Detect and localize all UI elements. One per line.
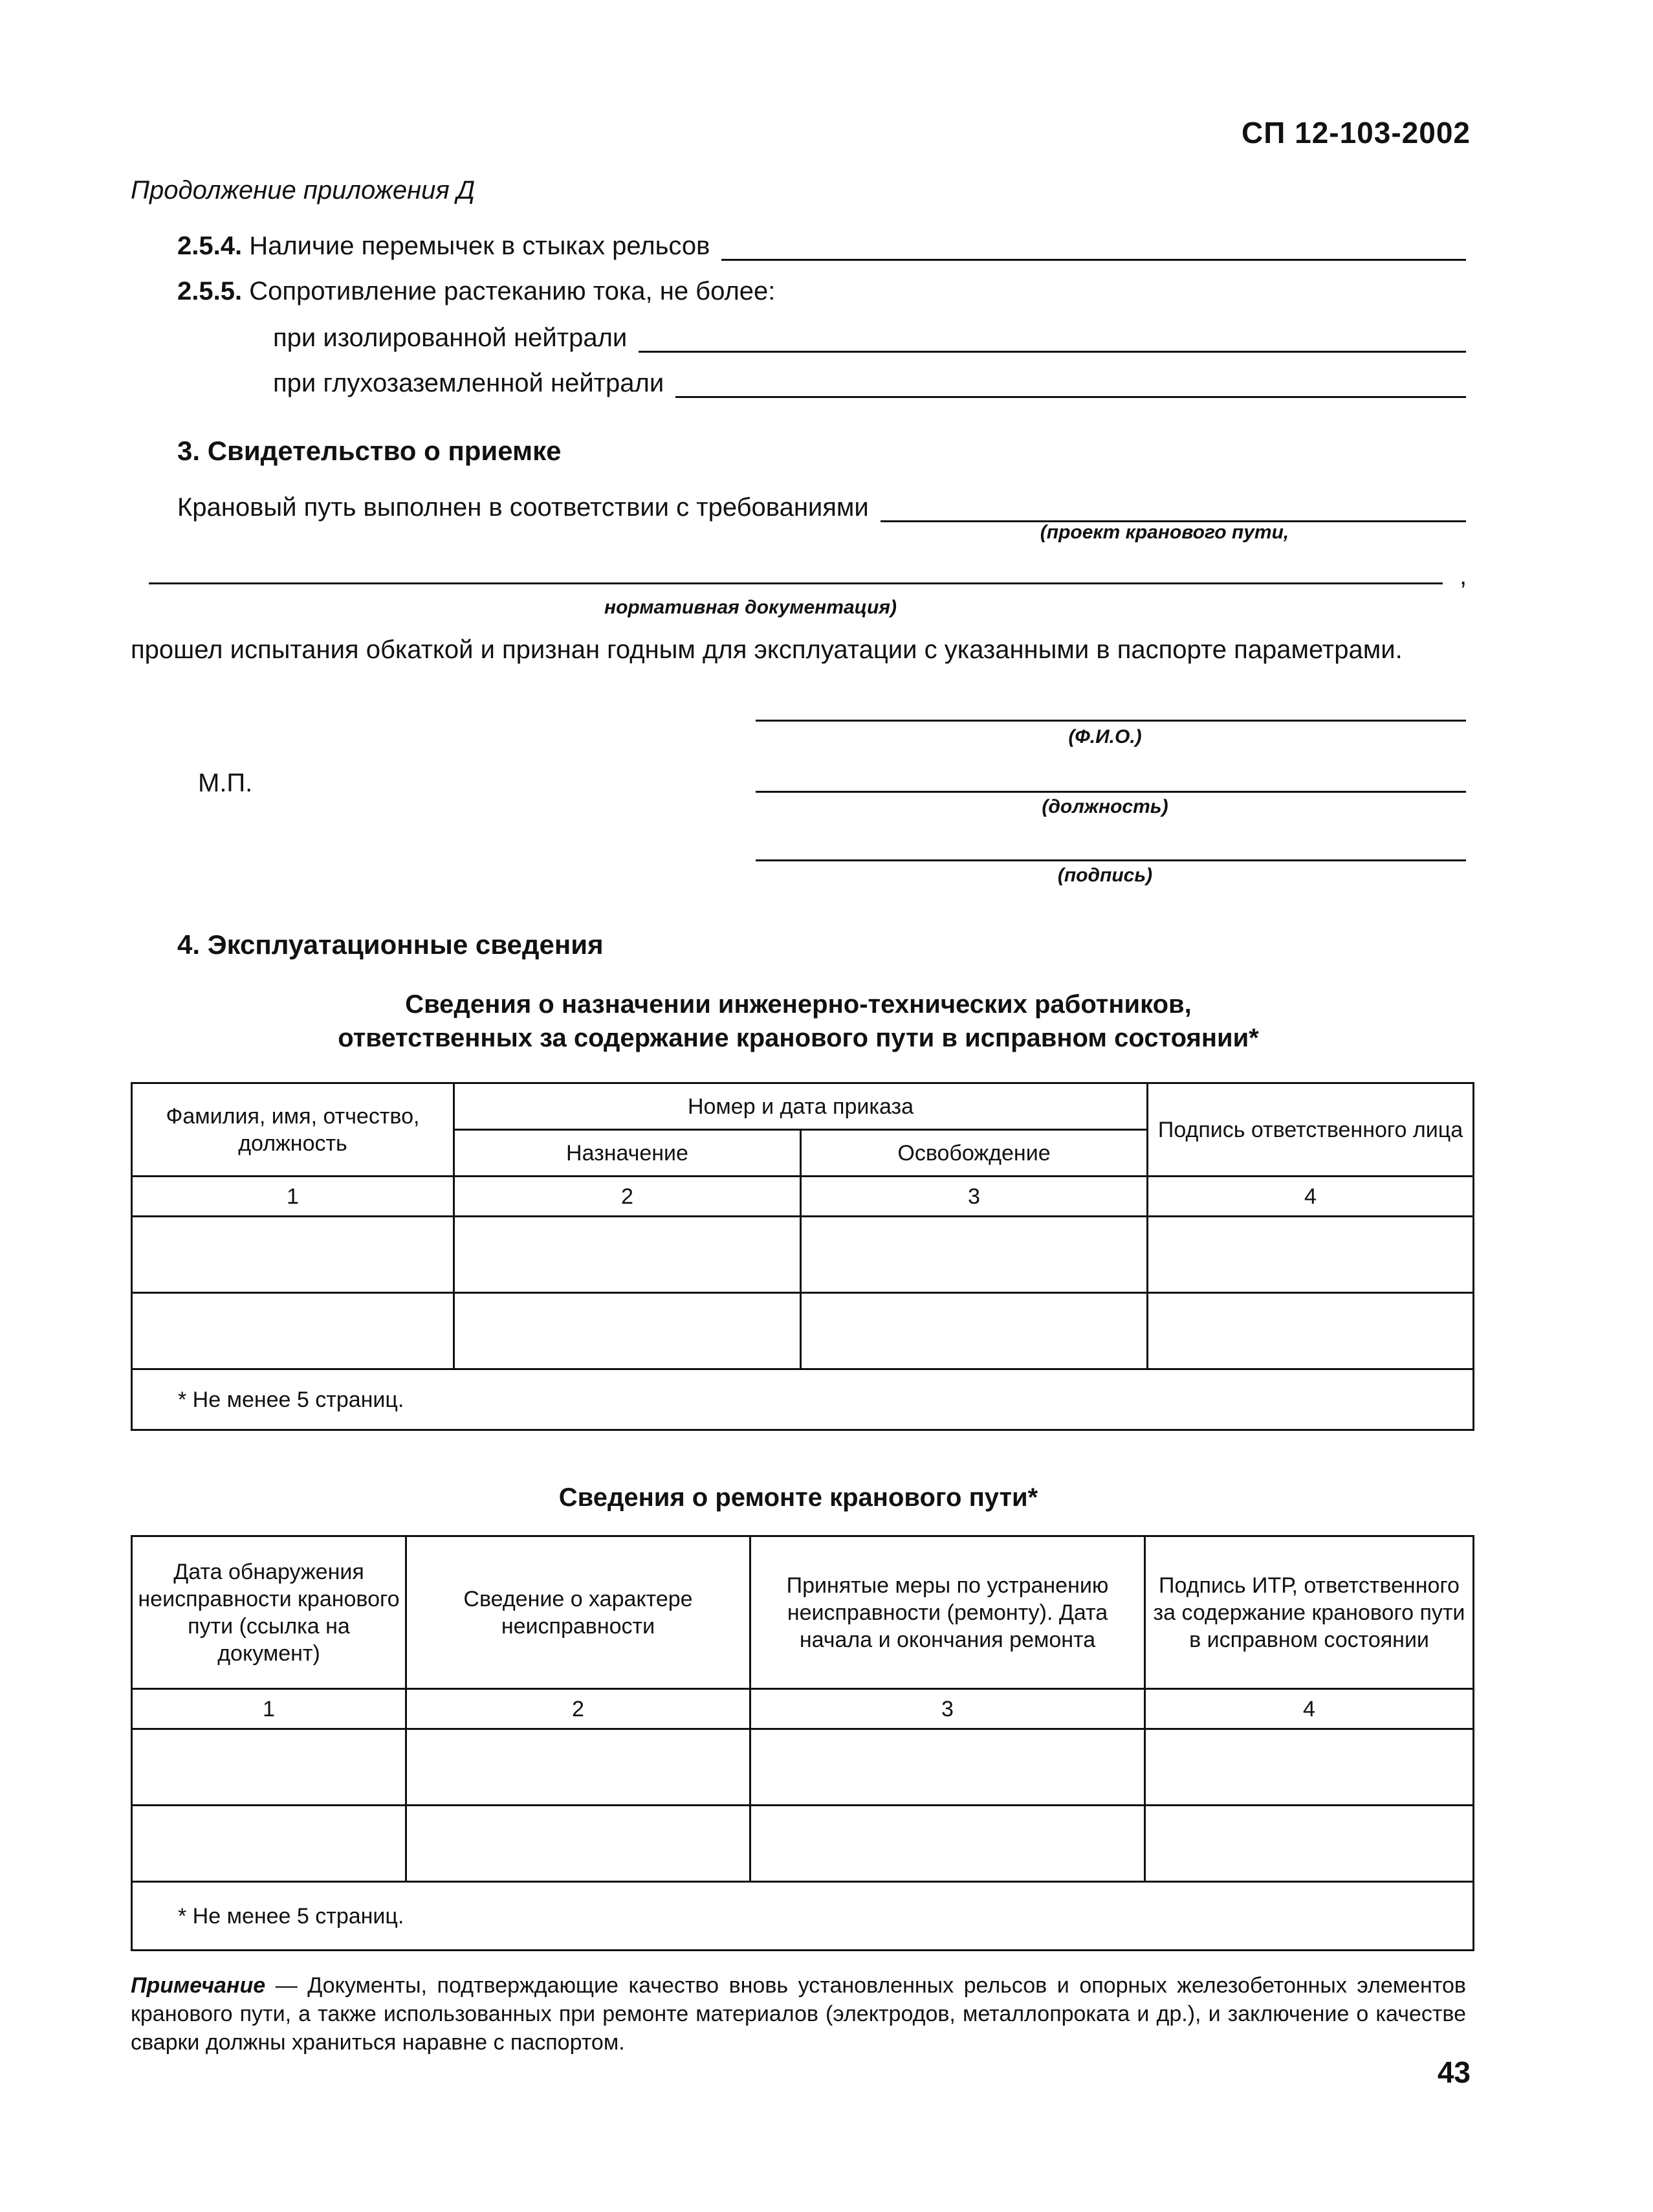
table-cell[interactable]: [801, 1217, 1148, 1293]
acceptance-text: прошел испытания обкаткой и признан годным для эксплуатации с указанными в паспорте параметрами.: [131, 636, 1403, 664]
fill-in-line[interactable]: [149, 582, 1443, 584]
field-label: при изолированной нейтрали: [273, 324, 628, 352]
field-rail-jumpers: [177, 232, 1466, 261]
table-row: [132, 1217, 1474, 1293]
table-cell[interactable]: [454, 1217, 801, 1293]
caption-normative: нормативная документация): [604, 597, 897, 618]
header-cell: Назначение: [454, 1130, 801, 1177]
table-cell[interactable]: [132, 1217, 454, 1293]
field-label: Сопротивление растеканию тока, не более:: [249, 277, 776, 305]
document-code: СП 12-103-2002: [1242, 116, 1471, 149]
fill-in-line[interactable]: [756, 859, 1466, 861]
table-cell[interactable]: [454, 1293, 801, 1369]
table-title-line: Сведения о назначении инженерно-технических работников,: [405, 990, 1192, 1019]
fill-in-line[interactable]: [756, 720, 1466, 722]
table-cell[interactable]: [406, 1729, 750, 1806]
table-cell[interactable]: [406, 1806, 750, 1882]
column-number: 3: [750, 1689, 1145, 1729]
field-grounded-neutral: [273, 369, 1466, 398]
comma: ,: [1460, 562, 1467, 590]
header-cell: Дата обнаружения неисправности кранового пути (ссылка на документ): [132, 1536, 406, 1689]
column-number: 2: [454, 1177, 801, 1217]
table-cell[interactable]: [132, 1293, 454, 1369]
column-number: 2: [406, 1689, 750, 1729]
table-footnote: * Не менее 5 страниц.: [132, 1369, 1474, 1430]
table-cell[interactable]: [132, 1729, 406, 1806]
fill-in-line[interactable]: [881, 498, 1466, 522]
table-cell[interactable]: [750, 1729, 1145, 1806]
table-cell[interactable]: [801, 1293, 1148, 1369]
field-isolated-neutral: [273, 324, 1466, 353]
header-cell: Освобождение: [801, 1130, 1148, 1177]
fill-in-line[interactable]: [756, 791, 1466, 793]
note: [131, 1971, 1466, 2057]
field-label: Наличие перемычек в стыках рельсов: [249, 232, 710, 260]
header-cell: Сведение о характере неисправности: [406, 1536, 750, 1689]
field-label: Крановый путь выполнен в соответствии с требованиями: [177, 493, 869, 522]
table-cell[interactable]: [1148, 1293, 1474, 1369]
appendix-caption: Продолжение приложения Д: [131, 176, 475, 205]
note-label: Примечание: [131, 1973, 266, 1998]
table-cell[interactable]: [1148, 1217, 1474, 1293]
table-row: [132, 1729, 1474, 1806]
column-number: 1: [132, 1689, 406, 1729]
fill-in-line[interactable]: [639, 329, 1466, 353]
repair-table: [131, 1535, 1474, 1951]
table-cell[interactable]: [1145, 1729, 1474, 1806]
header-cell: Принятые меры по устранению неисправности (ремонту). Дата начала и окончания ремонта: [750, 1536, 1145, 1689]
column-number: 1: [132, 1177, 454, 1217]
table-cell[interactable]: [1145, 1806, 1474, 1882]
field-resistance: [177, 277, 775, 306]
column-number: 4: [1145, 1689, 1474, 1729]
table-1-title: [131, 988, 1466, 1055]
note-text: — Документы, подтверждающие качество вновь установленных рельсов и опорных железобетонных элементов кранового пути, а также использованных при ремонте материалов (электродов, металлопроката и др.), и заключение о качестве сварки должны храниться наравне с паспортом.: [131, 1973, 1466, 2055]
section-3-title: 3. Свидетельство о приемке: [177, 436, 562, 466]
header-cell: Фамилия, имя, отчество, должность: [132, 1083, 454, 1177]
table-row: [132, 1293, 1474, 1369]
stamp-place: М.П.: [198, 769, 253, 797]
header-cell: Подпись ответственного лица: [1148, 1083, 1474, 1177]
caption-position: (должность): [1042, 796, 1168, 817]
column-number: 4: [1148, 1177, 1474, 1217]
caption-fio: (Ф.И.О.): [1068, 726, 1142, 747]
fill-in-line[interactable]: [721, 237, 1466, 261]
field-number: 2.5.4.: [177, 232, 243, 260]
field-requirements: [177, 493, 1466, 522]
caption-signature: (подпись): [1057, 865, 1153, 886]
header-cell: Подпись ИТР, ответственного за содержание кранового пути в исправном состоянии: [1145, 1536, 1474, 1689]
table-2-title: Сведения о ремонте кранового пути*: [558, 1483, 1038, 1512]
fill-in-line[interactable]: [675, 374, 1466, 398]
engineers-table: [131, 1082, 1474, 1431]
table-title-line: ответственных за содержание кранового пути в исправном состоянии*: [338, 1024, 1259, 1052]
field-label: при глухозаземленной нейтрали: [273, 369, 664, 397]
page-number: 43: [1437, 2055, 1471, 2089]
table-row: [132, 1806, 1474, 1882]
caption-project: (проект кранового пути,: [1040, 522, 1289, 543]
section-4-title: 4. Эксплуатационные сведения: [177, 929, 604, 960]
header-cell: Номер и дата приказа: [454, 1083, 1148, 1130]
field-number: 2.5.5.: [177, 277, 243, 305]
table-cell[interactable]: [132, 1806, 406, 1882]
column-number: 3: [801, 1177, 1148, 1217]
table-cell[interactable]: [750, 1806, 1145, 1882]
table-footnote: * Не менее 5 страниц.: [132, 1882, 1474, 1951]
